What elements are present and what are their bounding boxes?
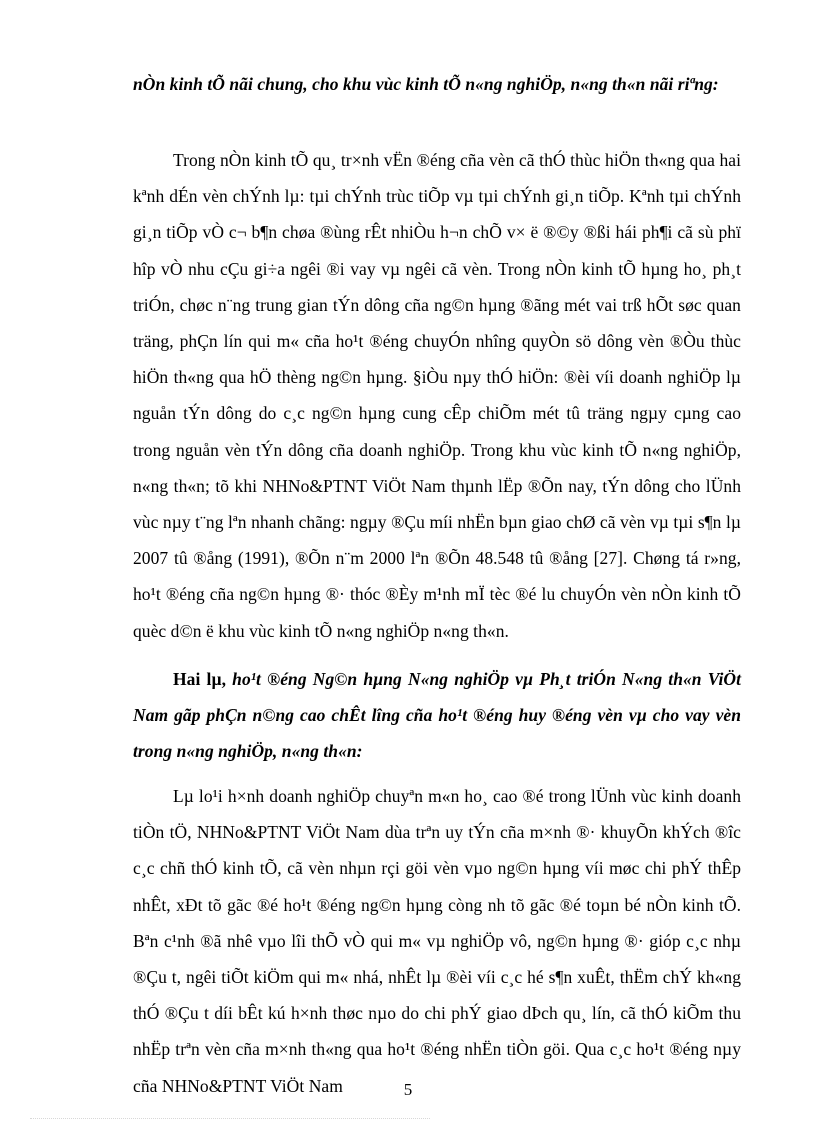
footer-divider (30, 1118, 430, 1119)
section-heading-2-lead: Hai lµ, (173, 669, 233, 689)
section-heading-2-text: ho¹t ®éng Ng©n hµng N«ng nghiÖp vµ Ph¸t triÓn N«ng th«n ViÖt Nam gãp phÇn n©ng cao chÊt lîng cña ho¹t ®éng huy ®éng vèn vµ cho vay vèn trong n«ng nghiÖp, n«ng th«n: (133, 669, 741, 762)
section-heading-2 (133, 661, 741, 770)
continued-heading: nÒn kinh tÕ nãi chung, cho khu vùc kinh tÕ n«ng nghiÖp, n«ng th«n nãi riªng: (133, 74, 719, 94)
paragraph-2: Lµ lo¹i h×nh doanh nghiÖp chuyªn m«n ho¸ cao ®é trong lÜnh vùc kinh doanh tiÒn tÖ, NHNo&PTNT ViÖt Nam dùa trªn uy tÝn cña m×nh ®· khuyÕn khÝch ®îc c¸c chñ thÓ kinh tÕ, cã vèn nhµn rçi göi vèn vµo ng©n hµng víi møc chi phÝ thÊp nhÊt, xÐt tõ gãc ®é ho¹t ®éng ng©n hµng còng nh tõ gãc ®é toµn bé nÒn kinh tÕ. Bªn c¹nh ®ã nhê vµo lîi thÕ vÒ qui m« vµ nghiÖp vô, ng©n hµng ®· gióp c¸c nhµ ®Çu t, ngêi tiÕt kiÖm qui m« nhá, nhÊt lµ ®èi víi c¸c hé s¶n xuÊt, thËm chÝ kh«ng thÓ ®Çu t díi bÊt kú h×nh thøc nµo do chi phÝ giao dÞch qu¸ lín, cã thÓ kiÕm thu nhËp trªn vèn cña m×nh th«ng qua ho¹t ®éng nhËn tiÒn göi. Qua c¸c ho¹t ®éng nµy cña NHNo&PTNT ViÖt Nam (133, 786, 741, 1096)
page-number: 5 (403, 1080, 413, 1099)
paragraph-1: Trong nÒn kinh tÕ qu¸ tr×nh vËn ®éng cña vèn cã thÓ thùc hiÖn th«ng qua hai kªnh dÉn vèn chÝnh lµ: tµi chÝnh trùc tiÕp vµ tµi chÝnh gi¸n tiÕp. Kªnh tµi chÝnh gi¸n tiÕp vÒ c¬ b¶n chøa ®ùng rÊt nhiÒu h¬n chÕ v× ë ®©y ®ßi hái ph¶i cã sù phï hîp vÒ nhu cÇu gi÷a ngêi ®i vay vµ ngêi cã vèn. Trong nÒn kinh tÕ hµng ho¸ ph¸t triÓn, chøc n¨ng trung gian tÝn dông cña ng©n hµng ®ãng mét vai trß hÕt søc quan träng, phÇn lín qui m« cña ho¹t ®éng chuyÓn nhîng quyÒn sö dông vèn ®Òu thùc hiÖn th«ng qua hÖ thèng ng©n hµng. §iÒu nµy thÓ hiÖn: ®èi víi doanh nghiÖp lµ nguån tÝn dông do c¸c ng©n hµng cung cÊp chiÕm mét tû träng ngµy cµng cao trong nguån vèn tÝn dông cña doanh nghiÖp. Trong khu vùc kinh tÕ n«ng nghiÖp, n«ng th«n; tõ khi NHNo&PTNT ViÖt Nam thµnh lËp ®Õn nay, tÝn dông cho lÜnh vùc nµy t¨ng lªn nhanh chãng: ngµy ®Çu míi nhËn bµn giao chØ cã vèn vµ tµi s¶n lµ 2007 tû ®ång (1991), ®Õn n¨m 2000 lªn ®Õn 48.548 tû ®ång [27]. Chøng tá r»ng, ho¹t ®éng cña ng©n hµng ®· thóc ®Èy m¹nh mÏ tèc ®é lu chuyÓn vèn nÒn kinh tÕ quèc d©n ë khu vùc kinh tÕ n«ng nghiÖp n«ng th«n. (133, 150, 741, 641)
